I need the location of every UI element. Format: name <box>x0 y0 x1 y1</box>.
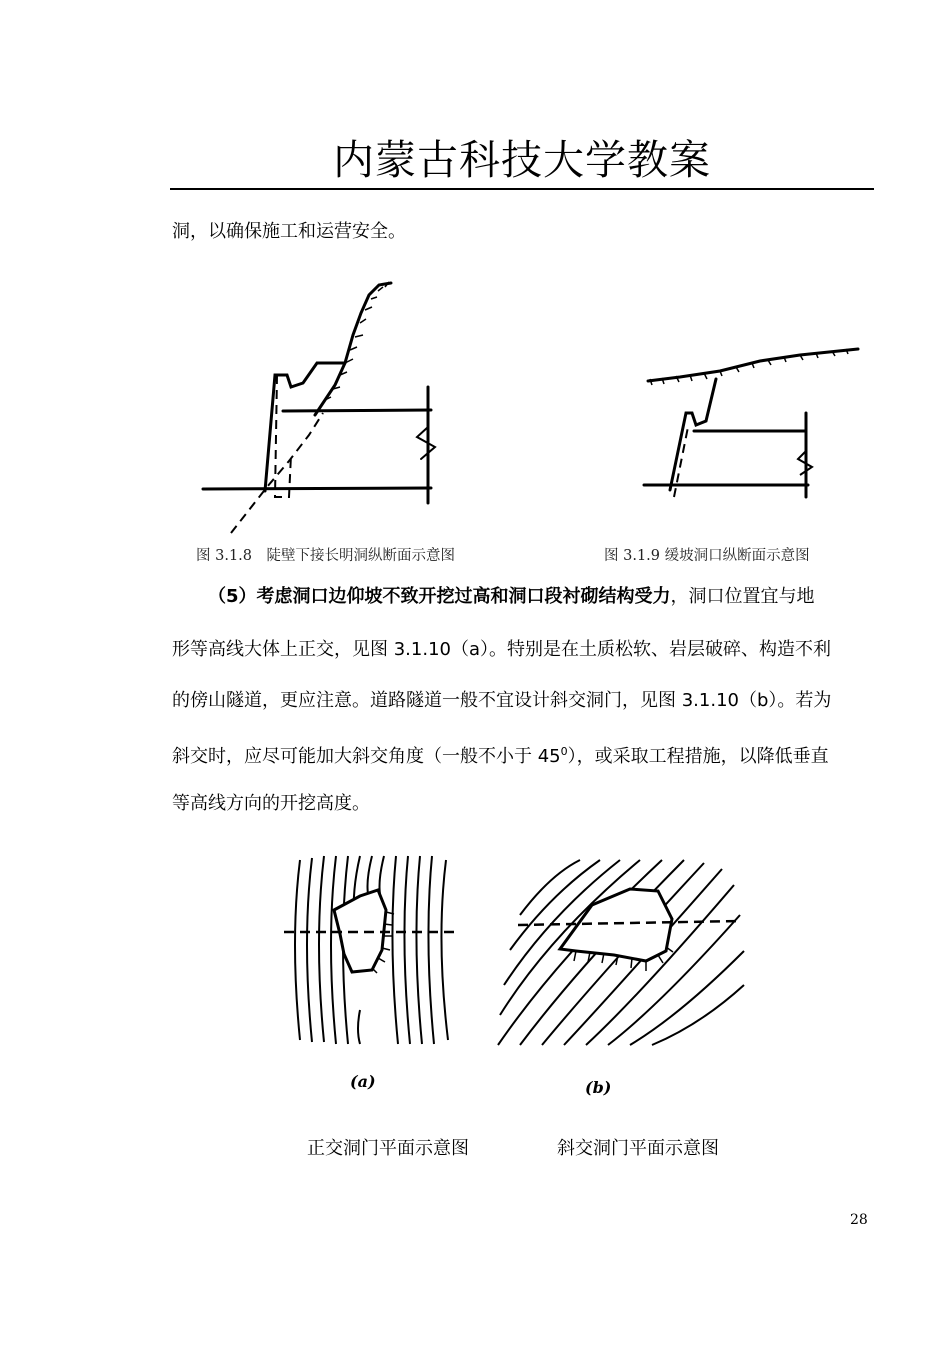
figure-b-caption: 斜交洞门平面示意图 <box>557 1138 719 1159</box>
text-line-4a: 斜交时，应尽可能加大斜交角度（一般不小于 45 <box>172 746 561 767</box>
text-line-4b: ），或采取工程措施，以降低垂直 <box>567 746 829 767</box>
text-line-0: 洞，以确保施工和运营安全。 <box>172 221 406 242</box>
text-line-3: 的傍山隧道，更应注意。道路隧道一般不宜设计斜交洞门，见图 3.1.10（b）。若为 <box>172 690 832 711</box>
text-line-2: 形等高线大体上正交，见图 3.1.10（a）。特别是在土质松软、岩层破碎、构造不利 <box>172 639 832 660</box>
paragraph-5-rest: ，洞口位置宜与地 <box>670 586 815 607</box>
figure-3-1-8 <box>195 275 445 537</box>
page-header <box>170 132 874 190</box>
figure-a-caption: 正交洞门平面示意图 <box>307 1138 469 1159</box>
header-title: 内蒙古科技大学教案 <box>333 136 711 184</box>
figure-3-1-9-caption: 图 3.1.9 缓坡洞口纵断面示意图 <box>604 548 810 564</box>
figure-a-orthogonal-portal <box>280 850 460 1050</box>
figure-b-label: (b) <box>585 1078 612 1097</box>
figure-3-1-9 <box>640 335 865 500</box>
paragraph-5-bold: （5）考虑洞口边仰坡不致开挖过高和洞口段衬砌结构受力 <box>208 586 671 607</box>
figure-b-skewed-portal <box>490 855 760 1050</box>
figure-a-label: (a) <box>350 1072 376 1091</box>
text-line-5: 等高线方向的开挖高度。 <box>172 793 370 814</box>
paragraph-5-line-1 <box>172 585 872 609</box>
figure-3-1-8-caption: 图 3.1.8 陡壁下接长明洞纵断面示意图 <box>196 548 456 564</box>
superscript: 0 <box>560 745 568 758</box>
text-line-4 <box>172 740 872 769</box>
page-number: 28 <box>850 1212 868 1228</box>
